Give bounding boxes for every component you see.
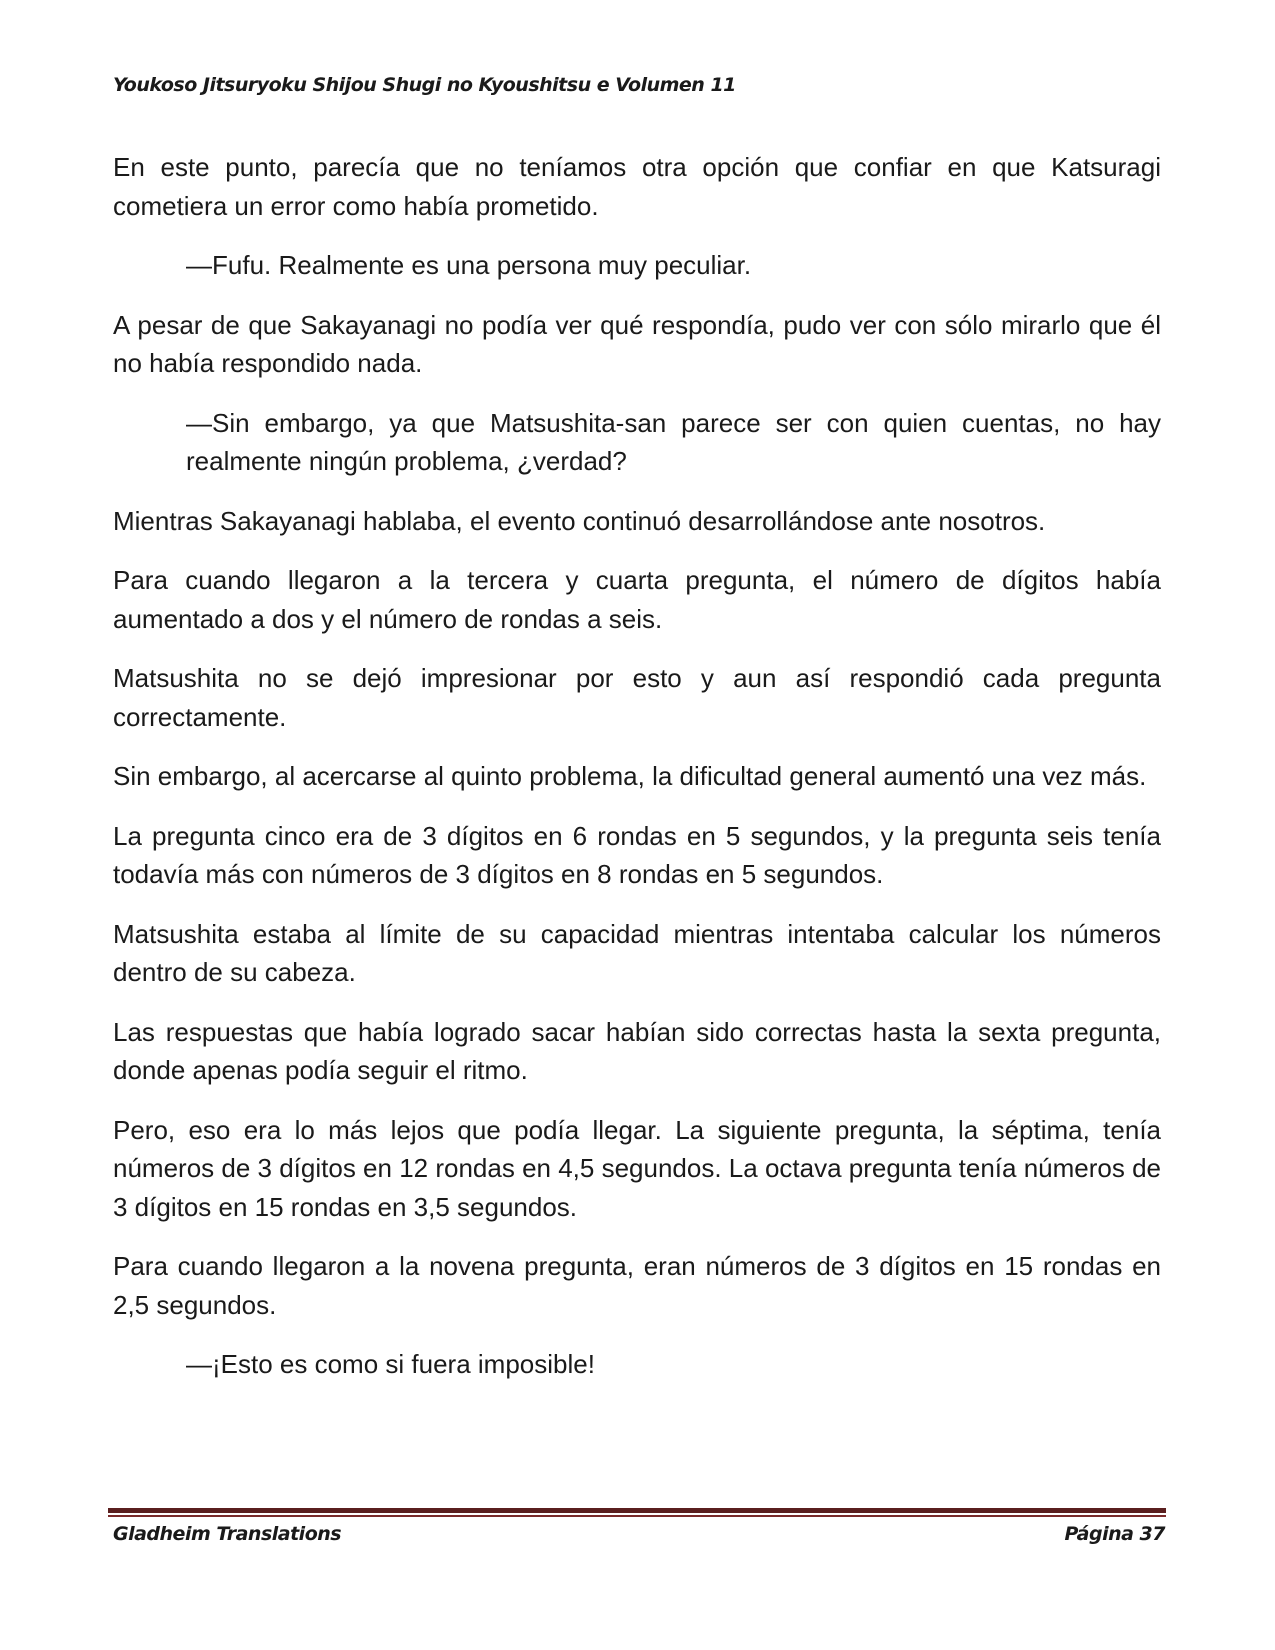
header-title: Youkoso Jitsuryoku Shijou Shugi no Kyoushitsu e Volumen 11	[113, 74, 736, 96]
footer-publisher: Gladheim Translations	[113, 1523, 342, 1545]
footer-page-number: Página 37	[1064, 1523, 1165, 1545]
paragraph: En este punto, parecía que no teníamos otra opción que confiar en que Katsuragi cometiera un error como había prometido.	[113, 152, 1161, 221]
paragraph: Para cuando llegaron a la tercera y cuarta pregunta, el número de dígitos había aumentado a dos y el número de rondas a seis.	[113, 565, 1161, 634]
dialogue-line: —Sin embargo, ya que Matsushita-san parece ser con quien cuentas, no hay realmente ningún problema, ¿verdad?	[186, 407, 1161, 476]
footer-divider	[108, 1508, 1166, 1513]
paragraph: Mientras Sakayanagi hablaba, el evento continuó desarrollándose ante nosotros.	[113, 505, 1046, 536]
paragraph: Las respuestas que había logrado sacar habían sido correctas hasta la sexta pregunta, donde apenas podía seguir el ritmo.	[113, 1016, 1161, 1085]
paragraph: La pregunta cinco era de 3 dígitos en 6 rondas en 5 segundos, y la pregunta seis tenía todavía más con números de 3 dígitos en 8 rondas en 5 segundos.	[113, 820, 1161, 889]
paragraph: Matsushita no se dejó impresionar por esto y aun así respondió cada pregunta correctamente.	[113, 663, 1161, 732]
paragraph: Para cuando llegaron a la novena pregunta, eran números de 3 dígitos en 15 rondas en 2,5 segundos.	[113, 1251, 1161, 1320]
paragraph: Matsushita estaba al límite de su capacidad mientras intentaba calcular los números dentro de su cabeza.	[113, 918, 1161, 987]
dialogue-line: —¡Esto es como si fuera imposible!	[186, 1349, 595, 1379]
footer-divider-thin	[108, 1515, 1166, 1517]
paragraph: Pero, eso era lo más lejos que podía llegar. La siguiente pregunta, la séptima, tenía números de 3 dígitos en 12 rondas en 4,5 segundos. La octava pregunta tenía números de 3 dígitos en 15 rondas en 3,5 segundos.	[113, 1114, 1161, 1222]
paragraph: A pesar de que Sakayanagi no podía ver qué respondía, pudo ver con sólo mirarlo que él no había respondido nada.	[113, 309, 1161, 378]
page-content	[113, 148, 1161, 1405]
dialogue-line: —Fufu. Realmente es una persona muy peculiar.	[186, 250, 752, 280]
paragraph: Sin embargo, al acercarse al quinto problema, la dificultad general aumentó una vez más.	[113, 761, 1147, 791]
